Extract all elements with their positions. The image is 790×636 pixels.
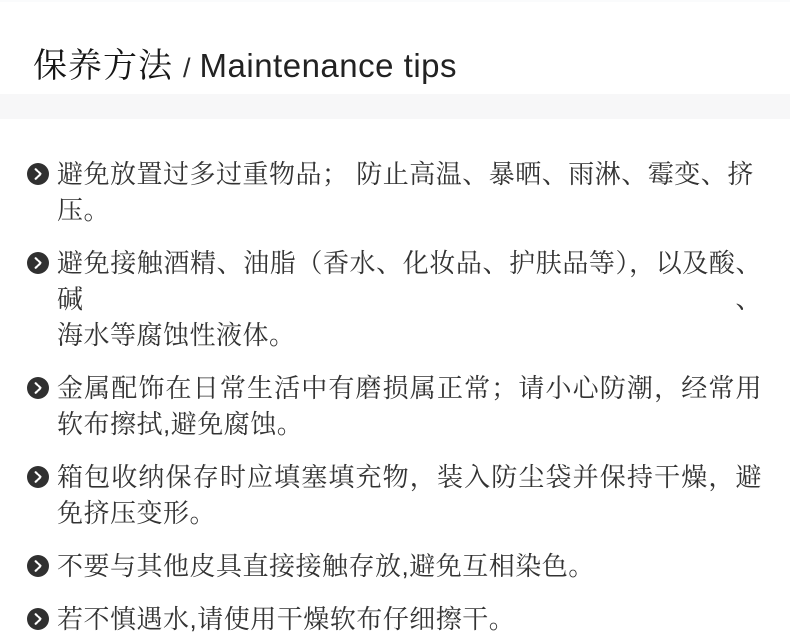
tip-line: 金属配饰在日常生活中有磨损属正常；请小心防潮，经常用: [57, 373, 762, 403]
chevron-right-circle-icon: [27, 252, 49, 274]
tip-text: [57, 370, 762, 442]
list-item: [27, 459, 762, 531]
tip-line: 软布擦拭,避免腐蚀。: [57, 409, 304, 439]
chevron-right-circle-icon: [27, 377, 49, 399]
title-english: Maintenance tips: [199, 47, 457, 84]
tip-line: 箱包收纳保存时应填塞填充物，装入防尘袋并保持干燥，避: [57, 462, 762, 492]
tip-text: [57, 601, 762, 636]
list-item: [27, 156, 762, 228]
tip-line: 不要与其他皮具直接接触存放,避免互相染色。: [57, 551, 595, 581]
tip-text: [57, 245, 762, 353]
title-chinese: 保养方法: [33, 47, 173, 85]
tip-text: [57, 548, 762, 584]
section-header: [0, 2, 790, 92]
chevron-right-circle-icon: [27, 163, 49, 185]
list-item: [27, 370, 762, 442]
chevron-right-circle-icon: [27, 608, 49, 630]
tip-text: [57, 459, 762, 531]
chevron-right-circle-icon: [27, 466, 49, 488]
tip-line: 免挤压变形。: [57, 498, 217, 528]
tip-line: 若不慎遇水,请使用干燥软布仔细擦干。: [57, 604, 516, 634]
tip-line: 海水等腐蚀性液体。: [57, 320, 296, 350]
page-title: [33, 42, 757, 90]
list-item: [27, 245, 762, 353]
tips-list: [0, 156, 790, 636]
tip-text: [57, 156, 762, 228]
tip-line: 避免放置过多过重物品； 防止高温、暴晒、雨淋、霉变、挤压。: [57, 159, 754, 225]
list-item: [27, 548, 762, 584]
list-item: [27, 601, 762, 636]
section-divider-band: [0, 94, 790, 119]
tip-line: 避免接触酒精、油脂（香水、化妆品、护肤品等），以及酸、碱、: [57, 248, 762, 314]
chevron-right-circle-icon: [27, 555, 49, 577]
title-separator: /: [183, 53, 191, 83]
